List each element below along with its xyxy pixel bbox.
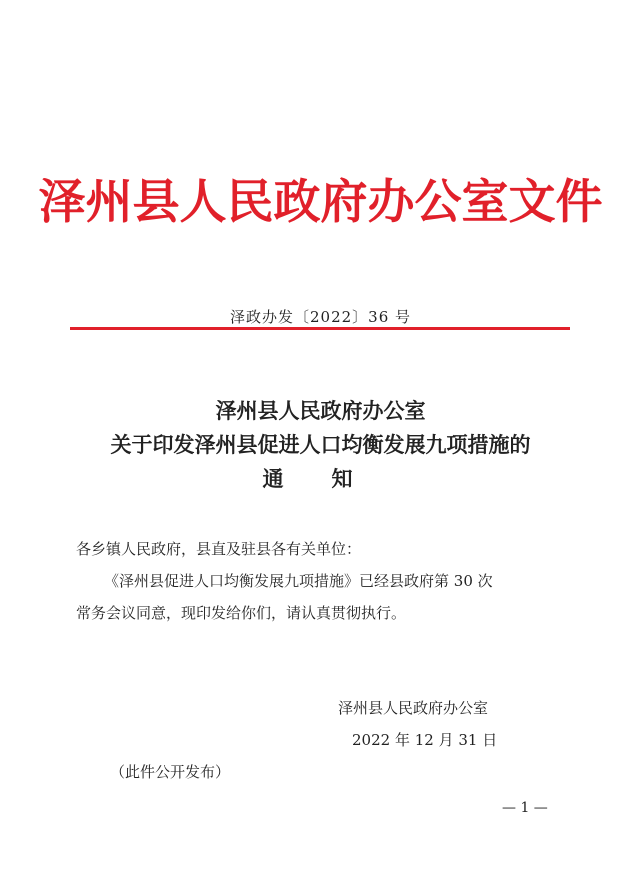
notice-title-line-2: 关于印发泽州县促进人口均衡发展九项措施的 bbox=[110, 432, 531, 457]
document-header-title bbox=[0, 168, 641, 238]
notice-title-char-2: 知 bbox=[331, 466, 353, 491]
body-paragraph-line-1-text: 《泽州县促进人口均衡发展九项措施》已经县政府第 30 次 bbox=[104, 572, 493, 590]
signature-organization: 泽州县人民政府办公室 bbox=[338, 699, 489, 717]
body-paragraph-line-2: 常务会议同意，现印发给你们，请认真贯彻执行。 bbox=[76, 604, 407, 622]
red-separator-rule bbox=[70, 327, 570, 330]
notice-title-line-3 bbox=[0, 462, 641, 496]
publication-note: （此件公开发布） bbox=[110, 763, 231, 781]
document-number bbox=[0, 305, 641, 329]
page-number: — 1 — bbox=[502, 800, 548, 816]
document-number-text: 泽政办发〔2022〕36 号 bbox=[229, 308, 412, 326]
addressee-line: 各乡镇人民政府，县直及驻县各有关单位： bbox=[76, 540, 362, 558]
notice-title-line-1: 泽州县人民政府办公室 bbox=[215, 398, 426, 423]
header-title-text: 泽州县人民政府办公室文件 bbox=[38, 175, 603, 230]
notice-title bbox=[0, 394, 641, 496]
notice-title-char-1: 通 bbox=[262, 466, 284, 491]
signature-date: 2022 年 12 月 31 日 bbox=[352, 731, 498, 749]
body-paragraph-line-1 bbox=[76, 565, 576, 597]
